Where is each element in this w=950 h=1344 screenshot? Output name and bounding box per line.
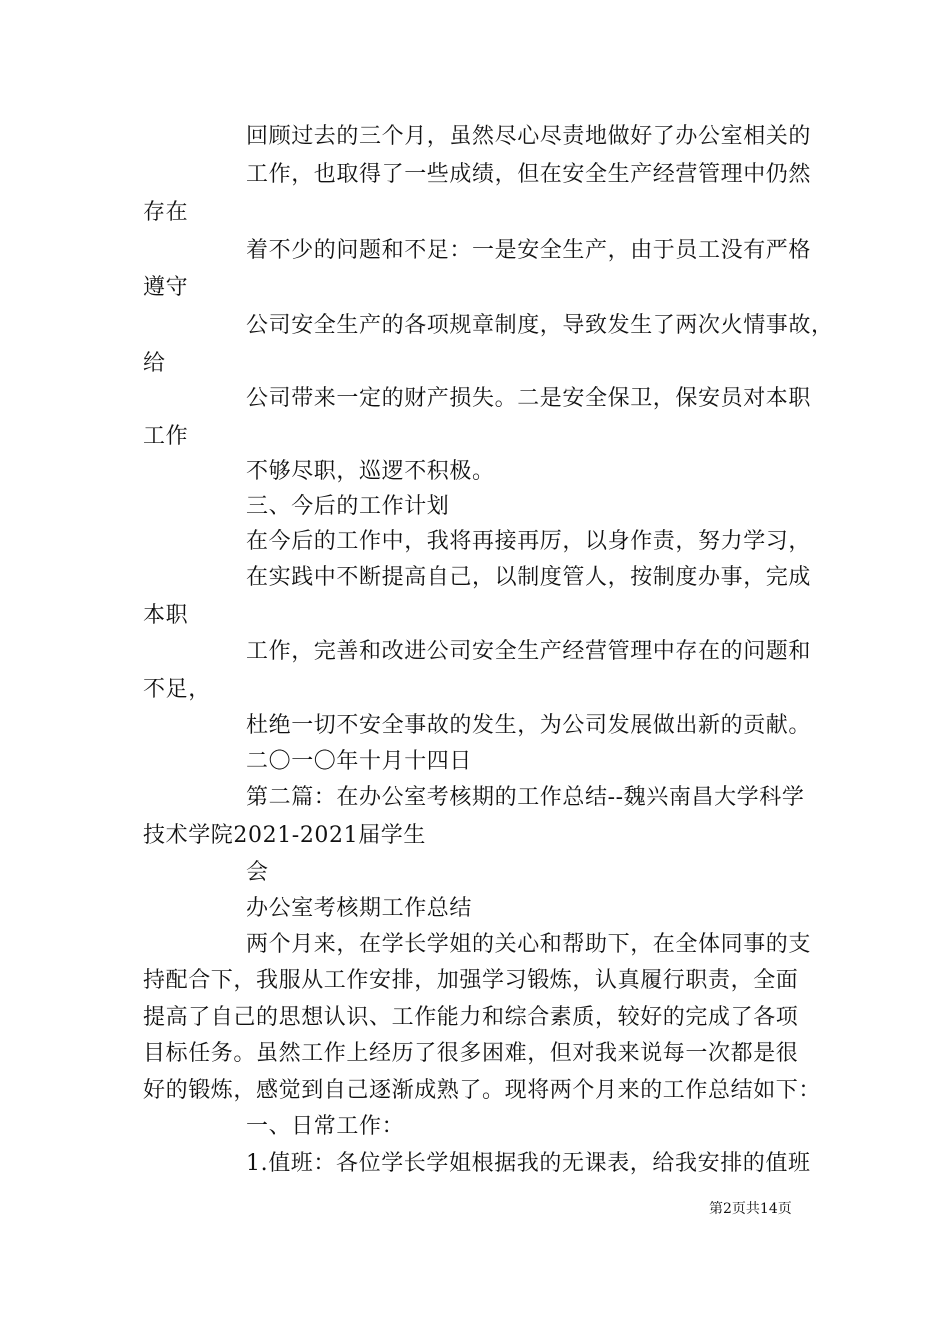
text-line: 在今后的工作中，我将再接再厉，以身作责，努力学习， [246, 529, 812, 554]
text-line: 工作 [143, 424, 189, 449]
text-line: 工作，也取得了一些成绩，但在安全生产经营管理中仍然 [246, 162, 812, 187]
date-line: 二〇一〇年十月十四日 [246, 749, 473, 774]
text-line: 回顾过去的三个月，虽然尽心尽责地做好了办公室相关的 [246, 124, 812, 149]
text-line: 杜绝一切不安全事故的发生，为公司发展做出新的贡献。 [246, 713, 812, 738]
text-line: 不够尽职，巡逻不积极。 [246, 459, 495, 484]
section-heading: 三、今后的工作计划 [246, 494, 450, 519]
text-line: 不足， [143, 677, 211, 702]
article-title: 第二篇：在办公室考核期的工作总结--魏兴南昌大学科学 [246, 785, 805, 810]
text-line: 1.值班：各位学长学姐根据我的无课表，给我安排的值班 [246, 1151, 811, 1176]
text-line: 在实践中不断提高自己，以制度管人，按制度办事，完成 [246, 565, 812, 590]
text-line: 公司安全生产的各项规章制度，导致发生了两次火情事故， [246, 313, 834, 338]
text-line: 目标任务。虽然工作上经历了很多困难，但对我来说每一次都是很 [143, 1041, 799, 1066]
section-heading: 办公室考核期工作总结 [246, 896, 473, 921]
text-line: 给 [143, 351, 166, 376]
page-number: 第2页共14页 [709, 1201, 792, 1217]
article-title-continued: 会 [246, 860, 269, 885]
section-heading: 一、日常工作： [246, 1114, 405, 1139]
text-line: 存在 [143, 200, 189, 225]
text-line: 好的锻炼，感觉到自己逐渐成熟了。现将两个月来的工作总结如下： [143, 1078, 822, 1103]
text-line: 两个月来，在学长学姐的关心和帮助下，在全体同事的支 [246, 932, 812, 957]
article-title-continued: 技术学院2021-2021届学生 [143, 823, 427, 848]
text-line: 本职 [143, 603, 189, 628]
text-line: 遵守 [143, 275, 189, 300]
text-line: 工作，完善和改进公司安全生产经营管理中存在的问题和 [246, 639, 812, 664]
text-line: 持配合下，我服从工作安排，加强学习锻炼，认真履行职责，全面 [143, 968, 799, 993]
text-line: 着不少的问题和不足：一是安全生产，由于员工没有严格 [246, 238, 812, 263]
text-line: 公司带来一定的财产损失。二是安全保卫，保安员对本职 [246, 386, 812, 411]
text-line: 提高了自己的思想认识、工作能力和综合素质，较好的完成了各项 [143, 1005, 799, 1030]
